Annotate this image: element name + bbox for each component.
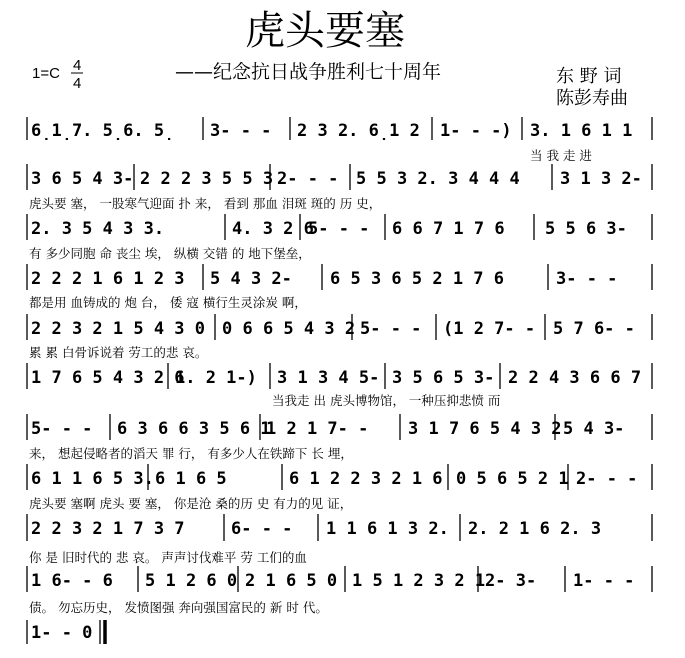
- measure-notes: 3 1 3 4 5-: [277, 368, 380, 388]
- measure-notes: 2- - -: [576, 469, 638, 489]
- measure-notes: 1 7 6 5 4 3 2 6: [31, 368, 185, 388]
- score-system: [27, 363, 652, 408]
- score-system: [27, 214, 652, 261]
- lyricist-credit: 东 野 词: [556, 66, 622, 87]
- measure-notes: 0 6 6 5 4 3 2: [222, 319, 356, 339]
- measure-notes: 3 1 7 6 5 4 3 2: [408, 419, 562, 439]
- key-signature: 1=C: [32, 65, 60, 82]
- measure-notes: 5 5 3 2. 3 4 4 4: [356, 169, 520, 189]
- measure-notes: 1. 2 1-): [175, 368, 257, 388]
- score-system: [27, 314, 652, 360]
- lyric-line: 当 我 走 进: [530, 148, 592, 163]
- time-signature-bottom: 4: [73, 75, 82, 92]
- measure-notes: 2. 3 5 4 3 3.: [31, 219, 165, 239]
- measure-notes: 3- - -: [210, 121, 272, 141]
- measure-notes: 0 5 6 5 2 1: [456, 469, 569, 489]
- measure-notes: 5- - -: [308, 219, 370, 239]
- song-title: 虎头要塞: [245, 8, 405, 54]
- score-system: [27, 464, 652, 511]
- measure-notes: 1- - -: [573, 571, 635, 591]
- measure-notes: 1- - 0: [31, 623, 93, 643]
- measure-notes: 2. 2 1 6 2. 3: [468, 519, 602, 539]
- lyric-line: 都是用 血铸成的 炮 台， 倭 寇 横行生灵涂炭 啊，: [29, 295, 307, 310]
- lyric-line: 有 多少同胞 命 丧尘 埃， 纵横 交错 的 地下堡垒，: [29, 246, 311, 261]
- measure-notes: 6̣1̣7. 5̣6. 5̣: [31, 121, 175, 141]
- measure-notes: 6 1 6 5: [155, 469, 227, 489]
- lyric-line: 债。 勿忘历史， 发愤图强 奔向强国富民的 新 时 代。: [29, 600, 328, 615]
- measure-notes: 5 7 6- -: [553, 319, 635, 339]
- measure-notes: 2 2 4 3 6 6 7: [508, 368, 642, 388]
- lyric-line: 虎头要 塞， 一股寒气迎面 扑 来， 看到 那血 泪斑 斑的 历 史，: [29, 196, 382, 211]
- measure-notes: 2 2 3 2 1 5 4 3 0: [31, 319, 205, 339]
- measure-notes: (1 2 7- -: [443, 319, 536, 339]
- measure-notes: 5 5 6 3-: [545, 219, 627, 239]
- measure-notes: 3 6 5 4 3-: [31, 169, 134, 189]
- score-system: [27, 620, 105, 644]
- score-system: [27, 414, 652, 461]
- time-signature-top: 4: [73, 57, 82, 74]
- measure-notes: 1 2 1 7- -: [266, 419, 369, 439]
- measure-notes: 5- - -: [360, 319, 422, 339]
- measure-notes: 6 5 3 6 5 2 1 7 6: [330, 269, 504, 289]
- measure-notes: 6 1 2 2 3 2 1 6: [289, 469, 443, 489]
- measure-notes: 1 5 1 2 3 2 1: [352, 571, 486, 591]
- score-system: [27, 566, 652, 615]
- score-system: [27, 164, 652, 211]
- measure-notes: 6- - -: [231, 519, 293, 539]
- measure-notes: 6 1 1 6 5 3.: [31, 469, 154, 489]
- score-system: [27, 514, 652, 565]
- measure-notes: 2- 3-: [485, 571, 537, 591]
- measure-notes: 5 1 2 6 0: [145, 571, 238, 591]
- measure-notes: 2- - -: [277, 169, 339, 189]
- lyric-line: 当我走 出 虎头博物馆， 一种压抑悲愤 而: [272, 393, 501, 408]
- lyric-line: 累 累 白骨诉说着 劳工的悲 哀。: [29, 345, 208, 360]
- measure-notes: 1 1 6 1 3 2.: [326, 519, 449, 539]
- composer-credit: 陈彭寿曲: [556, 88, 628, 109]
- measure-notes: 2 2 2 3 5 5 3: [140, 169, 274, 189]
- score-system: [27, 264, 652, 310]
- measure-notes: 5 4 3-: [563, 419, 625, 439]
- measure-notes: 3- - -: [556, 269, 618, 289]
- measure-notes: 1- - -): [440, 121, 512, 141]
- lyric-line: 你 是 旧时代的 悲 哀。 声声讨伐难平 劳 工们的血: [29, 550, 307, 565]
- measure-notes: 5 4 3 2-: [210, 269, 292, 289]
- lyric-line: 虎头要 塞啊 虎头 要 塞， 你是沧 桑的历 史 有力的见 证，: [29, 496, 353, 511]
- measure-notes: 2 1 6 5 0: [245, 571, 338, 591]
- measure-notes: 3 5 6 5 3-: [392, 368, 495, 388]
- lyric-line: 来， 想起侵略者的滔天 罪 行， 有多少人在铁蹄下 长 埋，: [29, 446, 353, 461]
- measure-notes: 6 3 6 6 3 5 6 1: [117, 419, 271, 439]
- song-subtitle: ——纪念抗日战争胜利七十周年: [175, 61, 442, 83]
- measure-notes: 4. 3 2 6: [232, 219, 314, 239]
- measure-notes: 6 6 7 1 7 6: [392, 219, 505, 239]
- measure-notes: 2 2 2 1 6 1 2 3: [31, 269, 185, 289]
- measure-notes: 5- - -: [31, 419, 93, 439]
- measure-notes: 1 6- - 6: [31, 571, 113, 591]
- measure-notes: 3 1 3 2-: [560, 169, 642, 189]
- measure-notes: 2 3 2. 6̣1 2: [297, 121, 420, 141]
- measure-notes: 2 2 3 2 1 7 3 7: [31, 519, 185, 539]
- score-system: [27, 117, 652, 163]
- measure-notes: 3. 1 6 1 1: [530, 121, 633, 141]
